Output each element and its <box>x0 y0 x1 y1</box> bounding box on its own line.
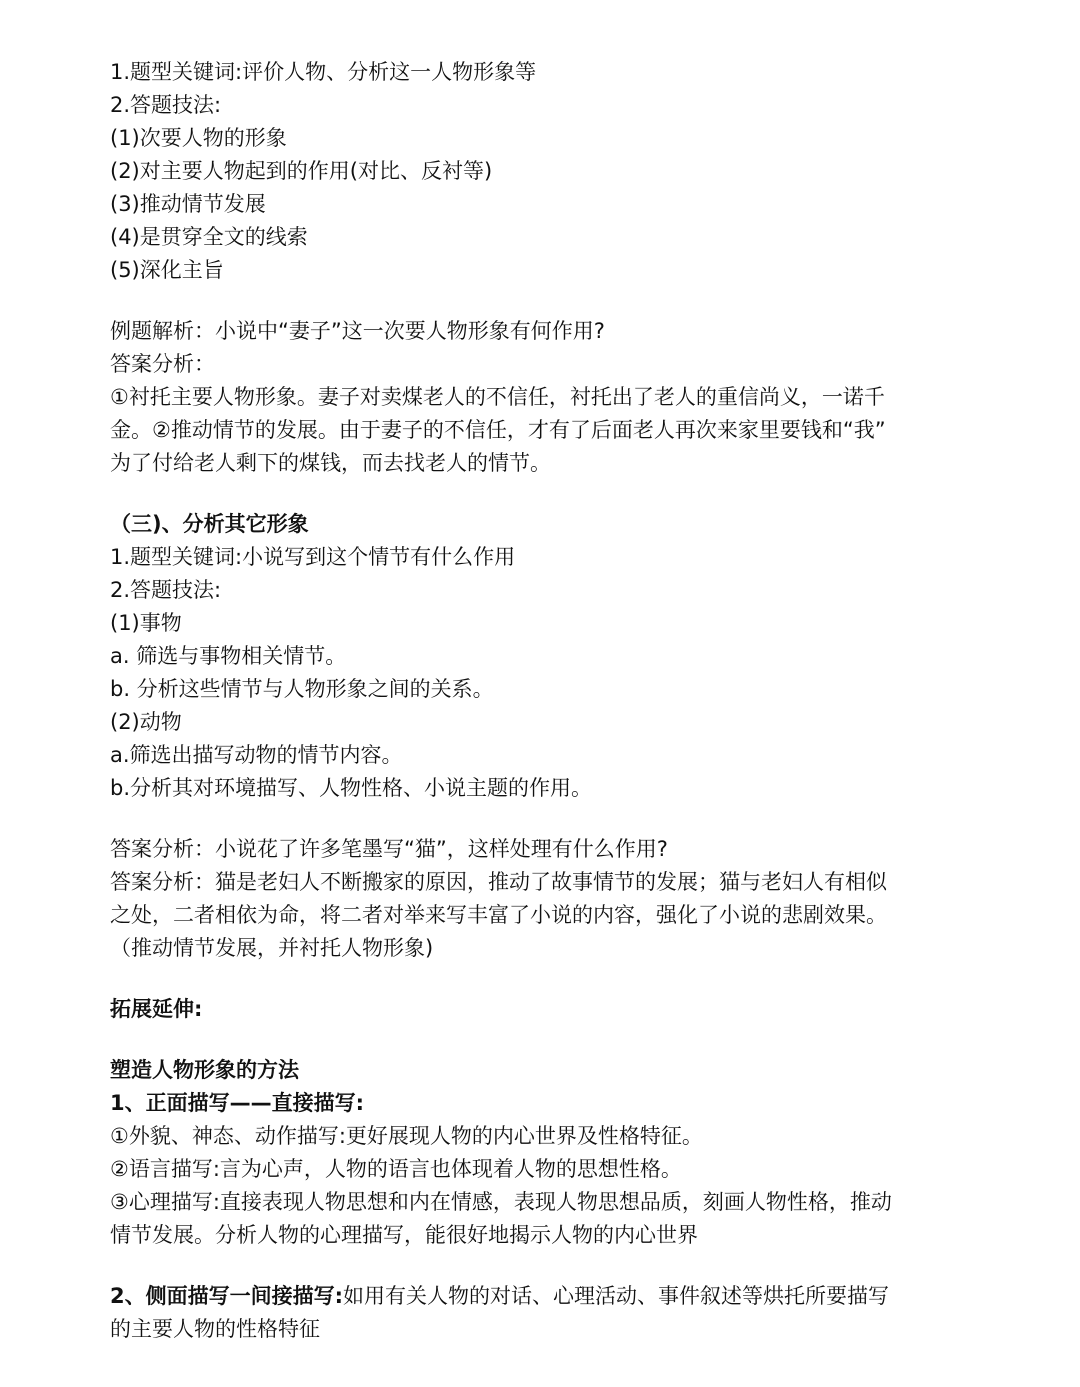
text-line: (4)是贯穿全文的线索 <box>110 225 308 249</box>
text-line: (1)次要人物的形象 <box>110 126 287 150</box>
indirect-description <box>110 1280 980 1346</box>
text-line: b. 分析这些情节与人物形象之间的关系。 <box>110 677 494 701</box>
text-line: 2.答题技法: <box>110 93 222 117</box>
text-line: b.分析其对环境描写、人物性格、小说主题的作用。 <box>110 776 593 800</box>
indirect-line-1 <box>110 1280 980 1313</box>
indirect-heading: 2、侧面描写一间接描写: <box>110 1284 344 1308</box>
example-two <box>110 833 980 965</box>
methods-heading: 塑造人物形象的方法 <box>110 1058 299 1082</box>
answer-line: 答案分析：猫是老妇人不断搬家的原因，推动了故事情节的发展；猫与老妇人有相似 <box>110 870 887 894</box>
section-three <box>110 508 980 805</box>
text-line: (2)对主要人物起到的作用(对比、反衬等) <box>110 159 493 183</box>
text-line: ③心理描写:直接表现人物思想和内在情感，表现人物思想品质，刻画人物性格，推动 <box>110 1190 892 1214</box>
answer-line: （推动情节发展，并衬托人物形象) <box>110 936 434 960</box>
section-heading: （三)、分析其它形象 <box>110 512 309 536</box>
text-line: a. 筛选与事物相关情节。 <box>110 644 347 668</box>
text-line: 1.题型关键词:小说写到这个情节有什么作用 <box>110 545 516 569</box>
text-line: 1.题型关键词:评价人物、分析这一人物形象等 <box>110 60 537 84</box>
methods-section <box>110 1054 980 1252</box>
direct-description-heading: 1、正面描写——直接描写: <box>110 1091 365 1115</box>
answer-line: 之处，二者相依为命，将二者对举来写丰富了小说的内容，强化了小说的悲剧效果。 <box>110 903 887 927</box>
text-line: (1)事物 <box>110 611 182 635</box>
example-question: 例题解析：小说中“妻子”这一次要人物形象有何作用? <box>110 319 605 343</box>
text-line: ②语言描写:言为心声，人物的语言也体现着人物的思想性格。 <box>110 1157 682 1181</box>
character-question-section <box>110 56 980 287</box>
text-line: (5)深化主旨 <box>110 258 224 282</box>
answer-label: 答案分析： <box>110 352 215 376</box>
indirect-line-2: 的主要人物的性格特征 <box>110 1317 320 1341</box>
document-page <box>110 56 980 1346</box>
example-question: 答案分析：小说花了许多笔墨写“猫”，这样处理有什么作用? <box>110 837 668 861</box>
text-line: 2.答题技法: <box>110 578 222 602</box>
extension-heading: 拓展延伸: <box>110 997 203 1021</box>
text-line: (3)推动情节发展 <box>110 192 266 216</box>
indirect-text: 如用有关人物的对话、心理活动、事件叙述等烘托所要描写 <box>343 1284 890 1308</box>
answer-line: ①衬托主要人物形象。妻子对卖煤老人的不信任，衬托出了老人的重信尚义，一诺千 <box>110 385 885 409</box>
answer-line: 为了付给老人剩下的煤钱，而去找老人的情节。 <box>110 451 551 475</box>
example-one <box>110 315 980 480</box>
answer-line: 金。②推动情节的发展。由于妻子的不信任，才有了后面老人再次来家里要钱和“我” <box>110 418 886 442</box>
text-line: a.筛选出描写动物的情节内容。 <box>110 743 403 767</box>
text-line: ①外貌、神态、动作描写:更好展现人物的内心世界及性格特征。 <box>110 1124 703 1148</box>
text-line: (2)动物 <box>110 710 182 734</box>
text-line: 情节发展。分析人物的心理描写，能很好地揭示人物的内心世界 <box>110 1223 698 1247</box>
